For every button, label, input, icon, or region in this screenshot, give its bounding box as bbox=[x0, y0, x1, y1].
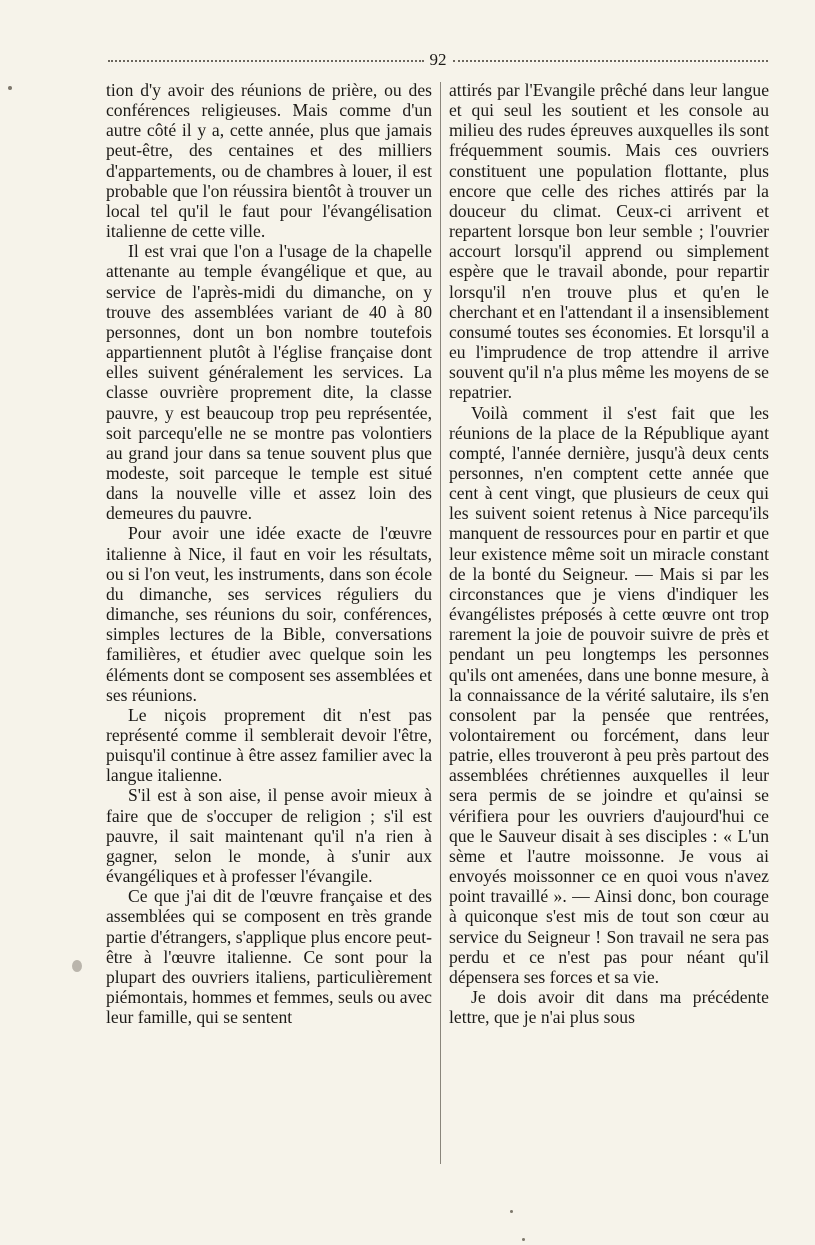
paragraph: Pour avoir une idée exacte de l'œuvre italienne à Nice, il faut en voir les résultats, ou si l'on veut, les instruments, dans son école du dimanche, ses services réguliers du dimanche, ses réunions du soir, conférences, simples lectures de la Bible, conversations familières, et étudier avec quelque soin les éléments dont se composent ses assemblées et ses réunions. bbox=[106, 523, 432, 705]
right-column bbox=[449, 80, 769, 1180]
page-number: 92 bbox=[429, 50, 447, 69]
paragraph: Ce que j'ai dit de l'œuvre française et des assemblées qui se composent en très grande partie d'étrangers, s'applique plus encore peut-être à l'œuvre italienne. Ce sont pour la plupart des ouvriers italiens, particulièrement piémontais, hommes et femmes, seuls ou avec leur famille, qui se sentent bbox=[106, 886, 432, 1028]
scan-speck bbox=[72, 960, 82, 972]
paragraph: Le niçois proprement dit n'est pas représenté comme il semblerait devoir l'être, puisqu'il continue à être assez familier avec la langue italienne. bbox=[106, 704, 432, 786]
paragraph: Je dois avoir dit dans ma précédente lettre, que je n'ai plus sous bbox=[449, 987, 769, 1028]
scan-speck bbox=[522, 1238, 525, 1241]
scan-speck bbox=[510, 1210, 513, 1213]
paragraph: Il est vrai que l'on a l'usage de la chapelle attenante au temple évangélique et que, au service de l'après-midi du dimanche, on y trouve des assemblées variant de 40 à 80 personnes, dont un bon nombre toutefois appartiennent plutôt à l'église française dont elles suivent généralement les services. La classe ouvrière proprement dite, la classe pauvre, y est beaucoup trop peu représentée, soit parcequ'elle ne se montre pas volontiers au grand jour dans sa tenue souvent plus que modeste, soit parceque le temple est situé dans la nouvelle ville et assez loin des demeures du pauvre. bbox=[106, 241, 432, 524]
scan-speck bbox=[8, 86, 12, 90]
paragraph: attirés par l'Evangile prêché dans leur langue et qui seul les soutient et les console au milieu des rudes épreuves auxquelles ils sont fréquemment soumis. Mais ces ouvriers constituent une population flottante, plus encore que celle des riches attirés par la douceur du climat. Ceux-ci arrivent et repartent lorsque bon leur semble ; l'ouvrier accourt lorsqu'il apprend ou simplement espère que le travail abonde, pour repartir lorsqu'il n'en trouve plus et qu'en le cherchant et en l'attendant il a insensiblement consumé toutes ses économies. Et lorsqu'il a eu l'imprudence de trop attendre il arrive souvent qu'il n'a plus même les moyens de se repatrier. bbox=[449, 80, 769, 403]
left-column bbox=[106, 80, 432, 1180]
paragraph: Voilà comment il s'est fait que les réunions de la place de la République ayant compté, l'année dernière, jusqu'à deux cents personnes, n'en comptent cette année que cent à cent vingt, que plusieurs de ceux qui les suivent soient retenus à Nice parcequ'ils manquent de ressources pour en partir et que leur existence même soit un miracle constant de la bonté du Seigneur. — Mais si par les circonstances que je viens d'indiquer les évangélistes préposés à cette œuvre ont trop rarement la joie de pouvoir suivre de près et pendant un peu longtemps les personnes qu'ils ont amenées, dans une bonne mesure, à la connaissance de la vérité salutaire, ils s'en consolent par la pensée que rentrées, volontairement ou forcément, dans leur patrie, elles trouveront à peu près partout des assemblées chrétiennes auxquelles il leur sera permis de se joindre et qu'ainsi se vérifiera pour les ouvriers d'aujourd'hui ce que le Sauveur disait à ses disciples : « L'un sème et l'autre moissonne. Je vous ai envoyés moissonner ce en quoi vous n'avez point travaillé ». — Ainsi donc, bon courage à quiconque s'est mis de tout son cœur au service du Seigneur ! Son travail ne sera pas perdu et ce n'est pas pour néant qu'il dépensera ses forces et sa vie. bbox=[449, 402, 769, 987]
column-divider bbox=[440, 82, 441, 1164]
header-rule-left bbox=[108, 60, 424, 66]
page-header bbox=[108, 48, 768, 72]
paragraph: tion d'y avoir des réunions de prière, ou des conférences religieuses. Mais comme d'un autre côté il y a, cette année, plus que jamais peut-être, des centaines et des milliers d'appartements, ou de chambres à louer, il est probable que l'on réussira bientôt à trouver un local tel qu'il le faut pour l'évangélisation italienne de cette ville. bbox=[106, 80, 432, 242]
paragraph: S'il est à son aise, il pense avoir mieux à faire que de s'occuper de religion ; s'il est pauvre, il sait maintenant qu'il n'a rien à gagner, selon le monde, à s'unir aux évangéliques et à professer l'évangile. bbox=[106, 785, 432, 887]
header-rule-right bbox=[453, 60, 769, 66]
